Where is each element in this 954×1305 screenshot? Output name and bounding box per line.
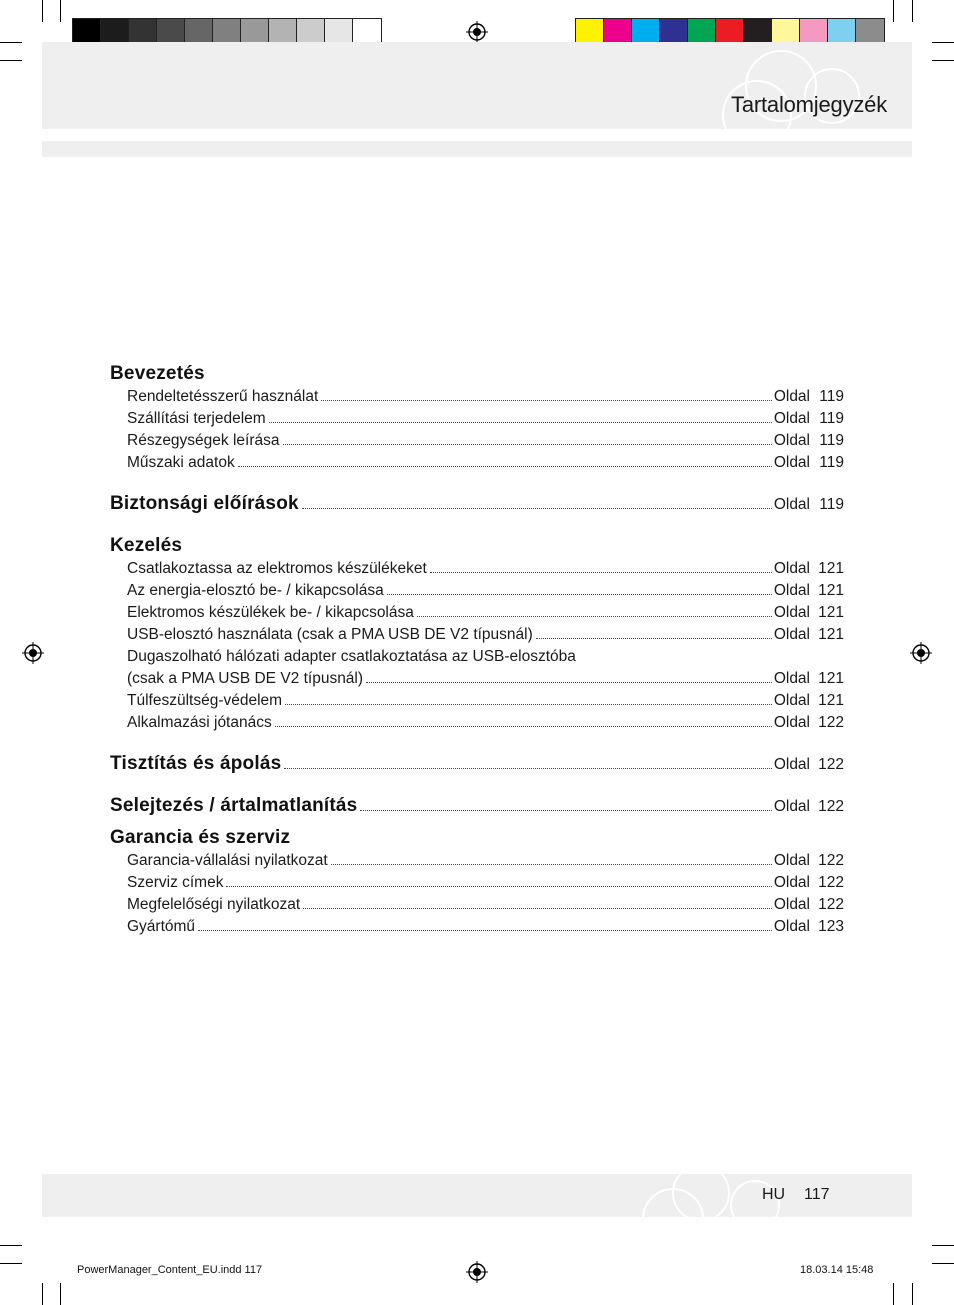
page-number: 117 xyxy=(804,1186,830,1203)
page-reference: Oldal 122 xyxy=(773,896,844,913)
toc-item-label: Szerviz címek xyxy=(127,874,224,891)
page-reference: Oldal 123 xyxy=(773,918,844,935)
page-reference: Oldal 119 xyxy=(773,388,844,405)
leader-dots xyxy=(303,908,772,909)
toc-section-biztonsagi[interactable] xyxy=(110,492,844,516)
toc-item[interactable] xyxy=(127,712,844,734)
slug-datetime: 18.03.14 15:48 xyxy=(800,1264,874,1276)
page-reference: Oldal 122 xyxy=(773,756,844,773)
crop-mark xyxy=(0,1263,22,1264)
leader-dots xyxy=(285,704,772,705)
toc-section-title: Biztonsági előírások xyxy=(110,493,299,514)
leader-dots xyxy=(417,616,772,617)
toc-item-label: USB-elosztó használata (csak a PMA USB DE V2 típusnál) xyxy=(127,626,533,643)
crop-mark xyxy=(932,42,954,43)
toc-section-bevezetes xyxy=(110,362,844,474)
toc-section-garancia xyxy=(110,826,844,938)
registration-mark-icon xyxy=(22,642,44,664)
leader-dots xyxy=(275,726,772,727)
toc-section-title: Kezelés xyxy=(110,535,183,556)
decorative-circle xyxy=(672,1174,730,1217)
page-reference: Oldal 121 xyxy=(773,626,844,643)
slug-file-info: PowerManager_Content_EU.indd 117 xyxy=(77,1264,263,1276)
leader-dots xyxy=(536,638,772,639)
toc-section-kezeles xyxy=(110,534,844,734)
toc-item-label: Műszaki adatok xyxy=(127,454,235,471)
language-code: HU xyxy=(762,1186,786,1203)
toc-item-label: Rendeltetésszerű használat xyxy=(127,388,319,405)
toc-item[interactable] xyxy=(127,894,844,916)
leader-dots xyxy=(366,682,772,683)
toc-item[interactable] xyxy=(127,580,844,602)
toc-section-title: Garancia és szerviz xyxy=(110,827,291,848)
toc-item[interactable] xyxy=(127,408,844,430)
leader-dots xyxy=(331,864,772,865)
toc-item[interactable] xyxy=(127,452,844,474)
crop-mark xyxy=(60,1283,61,1305)
toc-item[interactable] xyxy=(127,668,844,690)
toc-section-selejtezes[interactable] xyxy=(110,794,844,818)
leader-dots xyxy=(238,466,772,467)
leader-dots xyxy=(430,572,772,573)
page-reference: Oldal 121 xyxy=(773,670,844,687)
crop-mark xyxy=(0,1245,22,1246)
leader-dots xyxy=(387,594,772,595)
leader-dots xyxy=(321,400,772,401)
toc-item[interactable] xyxy=(127,624,844,646)
page-reference: Oldal 121 xyxy=(773,560,844,577)
crop-mark xyxy=(893,1283,894,1305)
registration-mark-icon xyxy=(466,21,488,43)
toc-item[interactable] xyxy=(127,646,844,668)
page-reference: Oldal 121 xyxy=(773,692,844,709)
leader-dots xyxy=(283,444,772,445)
toc-item[interactable] xyxy=(127,872,844,894)
leader-dots xyxy=(284,768,771,769)
leader-dots xyxy=(302,508,772,509)
toc-item-label: Gyártómű xyxy=(127,918,196,935)
page-reference: Oldal 119 xyxy=(773,410,844,427)
toc-section-title: Tisztítás és ápolás xyxy=(110,753,282,774)
page-reference: Oldal 122 xyxy=(773,852,844,869)
toc-item[interactable] xyxy=(127,850,844,872)
toc-item[interactable] xyxy=(127,602,844,624)
toc-item-label: Elektromos készülékek be- / kikapcsolása xyxy=(127,604,414,621)
page-reference: Oldal 119 xyxy=(773,496,844,513)
crop-mark xyxy=(0,60,22,61)
crop-mark xyxy=(932,1245,954,1246)
registration-mark-icon xyxy=(910,642,932,664)
toc-item-label: Az energia-elosztó be- / kikapcsolása xyxy=(127,582,384,599)
table-of-contents xyxy=(110,362,844,938)
crop-mark xyxy=(932,60,954,61)
toc-item[interactable] xyxy=(127,430,844,452)
toc-item-label: Szállítási terjedelem xyxy=(127,410,266,427)
crop-mark xyxy=(912,1283,913,1305)
toc-item-label: Részegységek leírása xyxy=(127,432,280,449)
toc-item-label: Csatlakoztassa az elektromos készülékeket xyxy=(127,560,427,577)
toc-section-title: Selejtezés / ártalmatlanítás xyxy=(110,795,358,816)
toc-item[interactable] xyxy=(127,916,844,938)
toc-item[interactable] xyxy=(127,558,844,580)
page-reference: Oldal 119 xyxy=(773,454,844,471)
toc-section-tisztitas[interactable] xyxy=(110,752,844,776)
toc-item-label: (csak a PMA USB DE V2 típusnál) xyxy=(127,670,364,687)
leader-dots xyxy=(198,930,772,931)
crop-mark xyxy=(42,1283,43,1305)
toc-item-label: Alkalmazási jótanács xyxy=(127,714,272,731)
crop-mark xyxy=(60,0,61,22)
page-reference: Oldal 122 xyxy=(773,714,844,731)
leader-dots xyxy=(226,886,771,887)
registration-mark-icon xyxy=(466,1261,488,1283)
page-reference: Oldal 122 xyxy=(773,874,844,891)
page-reference: Oldal 122 xyxy=(773,798,844,815)
crop-mark xyxy=(893,0,894,22)
toc-item-label: Túlfeszültség-védelem xyxy=(127,692,283,709)
toc-item[interactable] xyxy=(127,690,844,712)
crop-mark xyxy=(932,1263,954,1264)
toc-section-title: Bevezetés xyxy=(110,363,205,384)
toc-item-label: Garancia-vállalási nyilatkozat xyxy=(127,852,328,869)
leader-dots xyxy=(360,810,771,811)
crop-mark xyxy=(0,42,22,43)
crop-mark xyxy=(912,0,913,22)
toc-item-label: Dugaszolható hálózati adapter csatlakoztatása az USB-elosztóba xyxy=(127,648,576,665)
crop-mark xyxy=(42,0,43,22)
toc-item[interactable] xyxy=(127,386,844,408)
page-reference: Oldal 121 xyxy=(773,582,844,599)
page-reference: Oldal 121 xyxy=(773,604,844,621)
header-strip xyxy=(42,141,912,157)
page-title: Tartalomjegyzék xyxy=(731,92,887,117)
toc-item-label: Megfelelőségi nyilatkozat xyxy=(127,896,301,913)
leader-dots xyxy=(269,422,772,423)
page-reference: Oldal 119 xyxy=(773,432,844,449)
